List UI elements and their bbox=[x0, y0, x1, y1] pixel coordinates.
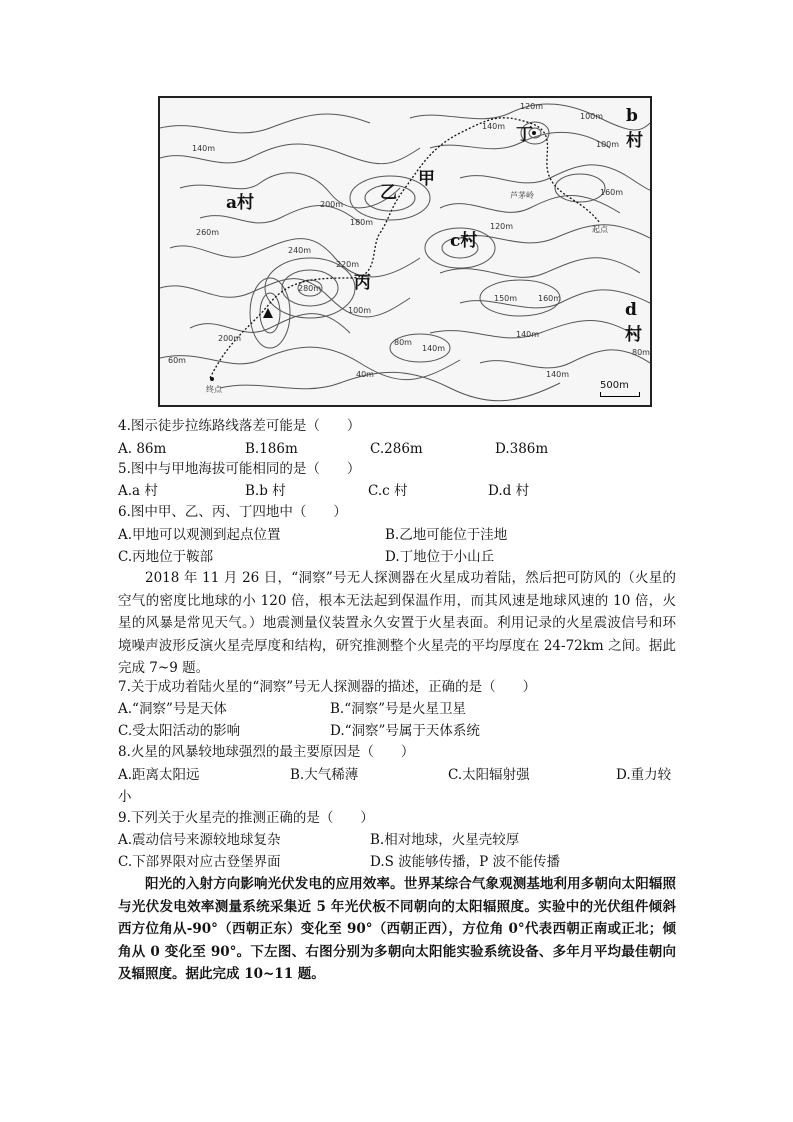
place-ding: 丁 bbox=[516, 125, 533, 145]
q5-option-c: C.c 村 bbox=[368, 483, 408, 499]
contour-label: 140m bbox=[482, 122, 506, 131]
place-jia: 甲 bbox=[418, 169, 435, 189]
q8-option-b: B.大气稀薄 bbox=[290, 767, 359, 783]
q9-option-d: D.S 波能够传播，P 波不能传播 bbox=[370, 854, 561, 870]
q9-stem: 9.下列关于火星壳的推测正确的是（ ） bbox=[118, 810, 374, 826]
contour-label: 40m bbox=[356, 370, 374, 379]
q4-option-a: A. 86m bbox=[118, 441, 167, 457]
contour-label: 160m bbox=[538, 294, 562, 303]
contour-label: 80m bbox=[394, 338, 412, 347]
contour-label: 140m bbox=[546, 370, 570, 379]
contour-label: 220m bbox=[336, 260, 360, 269]
q8-stem: 8.火星的风暴较地球强烈的最主要原因是（ ） bbox=[118, 744, 415, 760]
q9-option-c: C.下部界限对应古登堡界面 bbox=[118, 854, 281, 870]
place-c-village: c村 bbox=[450, 231, 478, 251]
contour-label: 140m bbox=[192, 144, 216, 153]
contour-label: 100m bbox=[580, 112, 604, 121]
contour-label: 160m bbox=[600, 188, 624, 197]
contour-label: 60m bbox=[168, 356, 186, 365]
q6-option-b: B.乙地可能位于洼地 bbox=[385, 527, 508, 543]
q7-option-d: D.“洞察”号属于天体系统 bbox=[330, 723, 480, 739]
contour-lines bbox=[160, 98, 650, 405]
q5-stem: 5.图中与甲地海拔可能相同的是（ ） bbox=[118, 461, 361, 477]
passage-mars: 2018 年 11 月 26 日，“洞察”号无人探测器在火星成功着陆，然后把可防风的（火星的空气的密度比地球的小 120 倍，根本无法起到保温作用，而其风速是地球风速的 10 倍，火星的风暴是常见天气。）地震测量仪装置永久安置于火星表面。利用记录的火星震波信号和环境噪声波形反演火星壳厚度和结构，研究推测整个火星壳的平均厚度在 24-72km 之间。据此完成 7~9 题。 bbox=[118, 570, 676, 676]
route-pass-label: 芦茅岭 bbox=[510, 191, 534, 200]
q8-option-c: C.太阳辐射强 bbox=[448, 767, 530, 783]
place-a-village: a村 bbox=[226, 193, 255, 213]
contour-label: 100m bbox=[348, 306, 372, 315]
scale-bar bbox=[600, 392, 640, 397]
contour-label: 140m bbox=[422, 344, 446, 353]
q9-option-b: B.相对地球，火星壳较厚 bbox=[370, 832, 520, 848]
route-end-label: 终点 bbox=[206, 385, 222, 394]
contour-label: 120m bbox=[520, 102, 544, 111]
q6-option-d: D.丁地位于小山丘 bbox=[385, 549, 495, 565]
route-start-label: 起点 bbox=[592, 225, 608, 234]
place-b-village: b村 bbox=[626, 106, 643, 151]
place-d-village: d村 bbox=[625, 300, 642, 345]
place-yi: 乙 bbox=[380, 183, 397, 203]
q4-stem: 4.图示徒步拉练路线落差可能是（ ） bbox=[118, 418, 361, 434]
q6-option-a: A.甲地可以观测到起点位置 bbox=[118, 527, 281, 543]
q8-option-a: A.距离太阳远 bbox=[118, 767, 200, 783]
q8-option-d: D.重力较 bbox=[616, 767, 672, 783]
contour-label: 200m bbox=[320, 200, 344, 209]
passage-solar: 阳光的入射方向影响光伏发电的应用效率。世界某综合气象观测基地利用多朝向太阳辐照与光伏发电效率测量系统采集近 5 年光伏板不同朝向的太阳辐照度。实验中的光伏组件倾斜西方位角从-90°（西朝正东）变化至 90°（西朝正西），方位角 0°代表西朝正南或正北；倾角从 0 变化至 90°。下左图、右图分别为多朝向太阳能实验系统设备、多年月平均最佳朝向及辐照度。据此完成 10~11 题。 bbox=[118, 876, 676, 982]
q7-option-b: B.“洞察”号是火星卫星 bbox=[330, 701, 467, 717]
contour-label: 200m bbox=[218, 334, 242, 343]
topographic-map bbox=[158, 96, 652, 407]
q5-option-d: D.d 村 bbox=[488, 483, 530, 499]
q5-option-b: B.b 村 bbox=[245, 483, 286, 499]
q9-option-a: A.震动信号来源较地球复杂 bbox=[118, 832, 281, 848]
contour-label: 260m bbox=[196, 228, 220, 237]
q7-option-c: C.受太阳活动的影响 bbox=[118, 723, 241, 739]
map-scale bbox=[600, 380, 640, 397]
q7-option-a: A.“洞察”号是天体 bbox=[118, 701, 227, 717]
q6-stem: 6.图中甲、乙、丙、丁四地中（ ） bbox=[118, 504, 347, 520]
contour-label: 150m bbox=[494, 294, 518, 303]
q7-stem: 7.关于成功着陆火星的“洞察”号无人探测器的描述，正确的是（ ） bbox=[118, 679, 537, 695]
scale-label: 500m bbox=[600, 380, 629, 391]
contour-label: 140m bbox=[516, 330, 540, 339]
q8-option-d-wrap: 小 bbox=[118, 789, 132, 805]
contour-label: 240m bbox=[288, 246, 312, 255]
q6-option-c: C.丙地位于鞍部 bbox=[118, 549, 214, 565]
contour-label: 100m bbox=[596, 140, 620, 149]
place-bing: 丙 bbox=[354, 273, 371, 293]
contour-label: 80m bbox=[632, 348, 650, 357]
contour-label: 280m bbox=[298, 284, 322, 293]
contour-label: 180m bbox=[350, 218, 374, 227]
q4-option-b: B.186m bbox=[245, 441, 298, 457]
q4-option-c: C.286m bbox=[370, 441, 423, 457]
q4-option-d: D.386m bbox=[495, 441, 549, 457]
contour-label: 120m bbox=[490, 222, 514, 231]
q5-option-a: A.a 村 bbox=[118, 483, 158, 499]
